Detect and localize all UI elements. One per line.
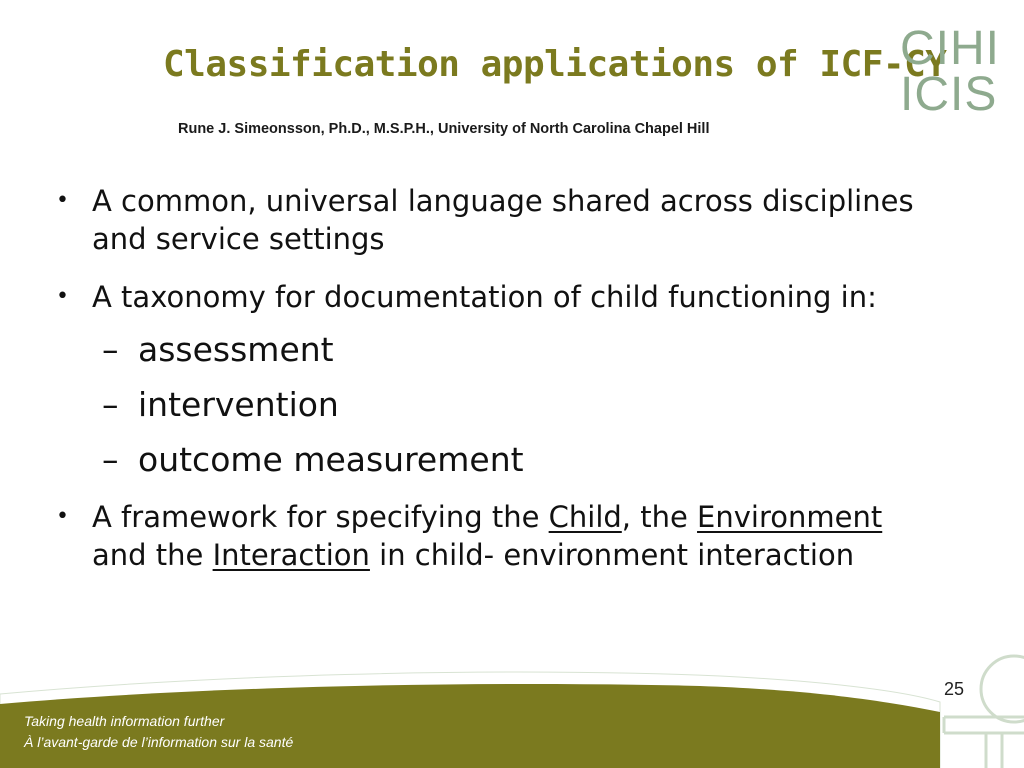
- bullet-text: A taxonomy for documentation of child functioning in:: [92, 280, 877, 314]
- sub-bullet-marker: –: [102, 440, 119, 479]
- bullet-text: and service settings: [92, 222, 385, 256]
- bullet-marker: •: [56, 284, 69, 309]
- slide-subtitle: Rune J. Simeonsson, Ph.D., M.S.P.H., University of North Carolina Chapel Hill: [178, 121, 710, 137]
- footer-tagline-fr: À l’avant-garde de l’information sur la santé: [24, 734, 294, 750]
- sub-bullet-marker: –: [102, 385, 119, 424]
- term-environment: Environment: [697, 500, 883, 534]
- bullet-text: A common, universal language shared across disciplines: [92, 184, 914, 218]
- footer-tagline-en: Taking health information further: [24, 713, 225, 729]
- bullet-text-part: , the: [621, 500, 698, 534]
- sub-bullet-text: outcome measurement: [138, 440, 524, 479]
- bullet-text-part: in child- environment interaction: [369, 538, 855, 572]
- page-number: 25: [944, 679, 965, 699]
- sub-bullet-text: assessment: [138, 330, 334, 369]
- logo-line-icis: ICIS: [900, 68, 998, 121]
- bullet-marker: •: [56, 504, 69, 529]
- slide-title: Classification applications of ICF-CY: [163, 44, 947, 85]
- sub-bullet-text: intervention: [138, 385, 339, 424]
- sub-bullet-marker: –: [102, 330, 119, 369]
- bullet-text-part: and the: [92, 538, 213, 572]
- emblem-icon: [944, 656, 1024, 768]
- term-interaction: Interaction: [212, 538, 370, 572]
- term-child: Child: [548, 500, 622, 534]
- bullet-text-part: A framework for specifying the: [92, 500, 549, 534]
- logo-line-cihi: CIHI: [900, 22, 1000, 75]
- bullet-marker: •: [56, 188, 69, 213]
